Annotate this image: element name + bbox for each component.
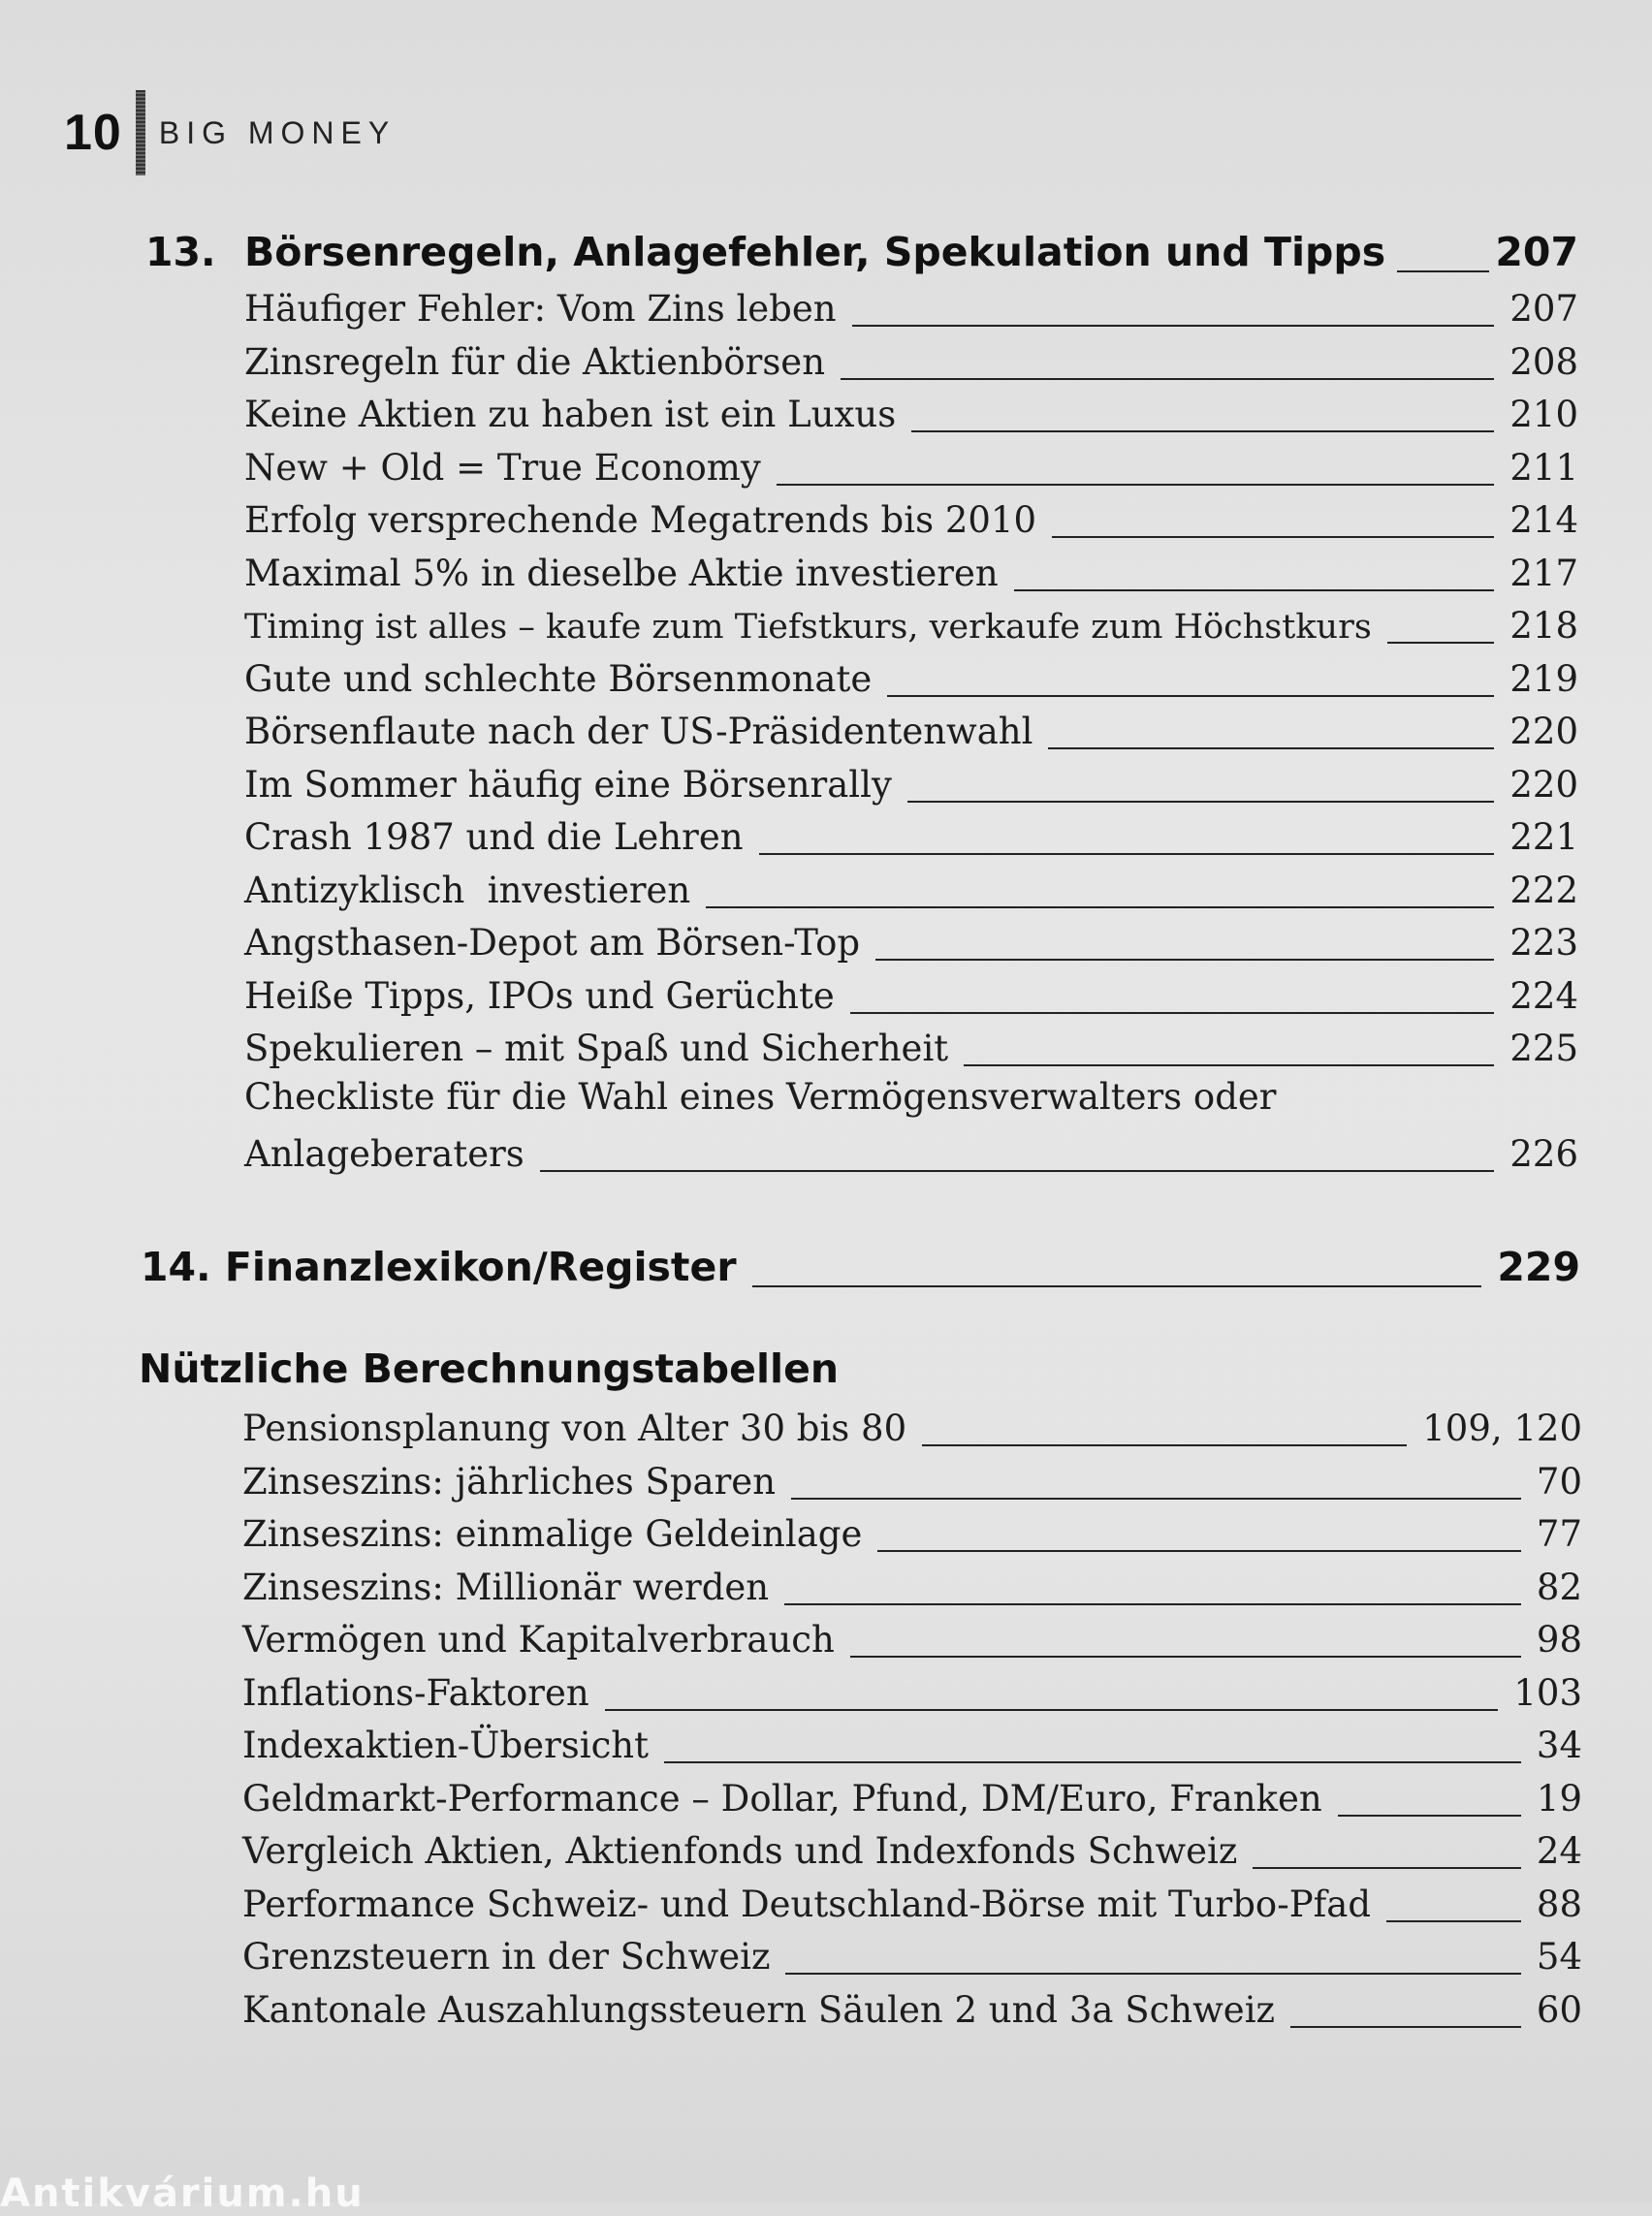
- toc-entry[interactable]: [244, 336, 1578, 383]
- table-entry-title: Geldmarkt-Performance – Dollar, Pfund, DM/Euro, Franken: [242, 1778, 1322, 1820]
- table-entry[interactable]: [242, 1614, 1582, 1661]
- table-entry-page: 54: [1536, 1936, 1582, 1978]
- table-entry[interactable]: [242, 1508, 1582, 1555]
- toc-entry-page: 207: [1509, 288, 1578, 330]
- toc-entry[interactable]: [244, 759, 1578, 806]
- table-entry-title: Indexaktien-Übersicht: [242, 1725, 649, 1766]
- table-entry-page: 109, 120: [1422, 1408, 1582, 1449]
- header-divider: [136, 90, 145, 175]
- chapter-14-heading[interactable]: [141, 1236, 1580, 1290]
- toc-entry-title: Keine Aktien zu haben ist ein Luxus: [244, 394, 897, 435]
- toc-entry-title: New + Old = True Economy: [244, 447, 761, 489]
- toc-entry[interactable]: [244, 548, 1578, 594]
- table-entry-page: 34: [1536, 1725, 1582, 1766]
- leader-line: [1253, 1867, 1521, 1869]
- table-entry[interactable]: [242, 1931, 1582, 1978]
- leader-line: [605, 1709, 1499, 1711]
- table-entry-page: 24: [1536, 1830, 1582, 1872]
- toc-entry-page: 226: [1509, 1133, 1578, 1175]
- leader-line: [784, 1603, 1521, 1605]
- leader-line: [841, 378, 1494, 380]
- table-entry-page: 60: [1536, 1989, 1582, 2031]
- leader-line: [752, 1285, 1482, 1287]
- chapter-13-page: 207: [1495, 229, 1578, 275]
- table-entry[interactable]: [242, 1667, 1582, 1714]
- leader-line: [540, 1170, 1495, 1172]
- toc-entry-title: Crash 1987 und die Lehren: [244, 816, 744, 858]
- toc-entry-page: 211: [1509, 447, 1578, 489]
- table-entry-page: 88: [1536, 1884, 1582, 1925]
- leader-line: [759, 853, 1495, 855]
- leader-line: [850, 1012, 1495, 1014]
- toc-entry-page: 219: [1509, 658, 1578, 700]
- table-entry-title: Performance Schweiz- und Deutschland-Börse mit Turbo-Pfad: [242, 1884, 1372, 1925]
- leader-line: [1387, 642, 1495, 644]
- toc-entry-page: 218: [1509, 605, 1578, 647]
- toc-entry-title: Timing ist alles – kaufe zum Tiefstkurs, verkaufe zum Höchstkurs: [244, 608, 1372, 647]
- table-entry[interactable]: [242, 1984, 1582, 2031]
- table-entry-title: Grenzsteuern in der Schweiz: [242, 1936, 771, 1978]
- leader-line: [1014, 589, 1495, 591]
- leader-line: [964, 1064, 1494, 1066]
- toc-entry[interactable]: [244, 389, 1578, 435]
- leader-line: [877, 1550, 1521, 1552]
- toc-entry[interactable]: [244, 1023, 1578, 1069]
- table-entry-page: 77: [1536, 1513, 1582, 1555]
- table-entry-page: 98: [1536, 1619, 1582, 1661]
- toc-entry[interactable]: [244, 1128, 1578, 1175]
- leader-line: [777, 484, 1495, 486]
- table-entry-page: 103: [1513, 1672, 1582, 1714]
- table-entry[interactable]: [242, 1720, 1582, 1766]
- chapter-14-page: 229: [1497, 1244, 1580, 1290]
- table-entry-page: 70: [1536, 1461, 1582, 1503]
- toc-entry-page: 214: [1509, 499, 1578, 541]
- toc-entry-title-line2: Anlageberaters: [244, 1133, 524, 1175]
- leader-line: [791, 1498, 1521, 1500]
- toc-entry[interactable]: [244, 865, 1578, 911]
- table-entry[interactable]: [242, 1825, 1582, 1872]
- book-title: BIG MONEY: [158, 114, 397, 150]
- running-header: [64, 89, 396, 176]
- table-entry[interactable]: [242, 1403, 1582, 1449]
- toc-entry[interactable]: [244, 706, 1578, 752]
- toc-entry-title: Angsthasen-Depot am Börsen-Top: [244, 922, 861, 964]
- leader-line: [1052, 536, 1494, 538]
- toc-entry-title: Erfolg versprechende Megatrends bis 2010: [244, 499, 1036, 541]
- table-entry-title: Kantonale Auszahlungssteuern Säulen 2 und 3a Schweiz: [242, 1989, 1276, 2031]
- toc-entry-page: 222: [1509, 870, 1578, 911]
- table-entry-title: Inflations-Faktoren: [242, 1672, 589, 1714]
- table-entry[interactable]: [242, 1773, 1582, 1820]
- watermark: Antikvárium.hu: [0, 2171, 365, 2216]
- leader-line: [1048, 747, 1494, 749]
- chapter-14-label: [141, 1244, 737, 1290]
- toc-entry-page: 221: [1509, 816, 1578, 858]
- leader-line: [911, 430, 1494, 432]
- leader-line: [922, 1444, 1407, 1446]
- toc-entry[interactable]: [244, 970, 1578, 1017]
- chapter-13-title: Börsenregeln, Anlagefehler, Spekulation und Tipps: [244, 229, 1386, 275]
- table-entry-title: Zinseszins: jährliches Sparen: [242, 1461, 777, 1503]
- leader-line: [1338, 1815, 1521, 1817]
- leader-line: [1290, 2026, 1521, 2028]
- toc-entry-title: Häufiger Fehler: Vom Zins leben: [244, 288, 837, 330]
- chapter-14-number: 14.: [141, 1244, 211, 1290]
- table-entry[interactable]: [242, 1562, 1582, 1608]
- toc-entry-title: Gute und schlechte Börsenmonate: [244, 658, 873, 700]
- leader-line: [887, 695, 1494, 697]
- table-entry[interactable]: [242, 1879, 1582, 1925]
- table-entry-title: Pensionsplanung von Alter 30 bis 80: [242, 1408, 907, 1449]
- toc-entry-page: 210: [1509, 394, 1578, 435]
- toc-entry[interactable]: [244, 917, 1578, 964]
- toc-entry[interactable]: [244, 653, 1578, 700]
- toc-entry-title: Börsenflaute nach der US-Präsidentenwahl: [244, 711, 1033, 752]
- toc-entry-title: Antizyklisch investieren: [244, 870, 691, 911]
- toc-entry-title: Im Sommer häufig eine Börsenrally: [244, 764, 892, 806]
- table-entry-page: 19: [1536, 1778, 1582, 1820]
- toc-entry-page: 217: [1509, 553, 1578, 594]
- leader-line: [1397, 270, 1489, 272]
- toc-entry-page: 224: [1509, 975, 1578, 1017]
- leader-line: [706, 906, 1494, 908]
- toc-entry[interactable]: [244, 283, 1578, 330]
- chapter-13-label: [145, 229, 1385, 275]
- toc-entry[interactable]: [244, 811, 1578, 858]
- toc-entry-title-line1: Checkliste für die Wahl eines Vermögensverwalters oder: [244, 1076, 1277, 1118]
- table-entry-title: Vermögen und Kapitalverbrauch: [242, 1619, 835, 1661]
- leader-line: [852, 325, 1495, 327]
- toc-entry-page: 220: [1509, 711, 1578, 752]
- toc-entry-page: 220: [1509, 764, 1578, 806]
- toc-entry-title: Heiße Tipps, IPOs und Gerüchte: [244, 975, 835, 1017]
- table-entry-title: Zinseszins: Millionär werden: [242, 1567, 770, 1608]
- leader-line: [664, 1761, 1521, 1763]
- toc-entry-title: Maximal 5% in dieselbe Aktie investieren: [244, 553, 999, 594]
- toc-entry-page: 223: [1509, 922, 1578, 964]
- table-entry[interactable]: [242, 1456, 1582, 1503]
- chapter-13-heading[interactable]: [145, 221, 1578, 275]
- leader-line: [875, 959, 1494, 961]
- toc-entry-page: 208: [1509, 341, 1578, 383]
- toc-entry-title: Zinsregeln für die Aktienbörsen: [244, 341, 826, 383]
- table-entry-title: Zinseszins: einmalige Geldeinlage: [242, 1513, 863, 1555]
- toc-entry-title: Spekulieren – mit Spaß und Sicherheit: [244, 1028, 949, 1069]
- table-entry-page: 82: [1536, 1567, 1582, 1608]
- leader-line: [1386, 1920, 1521, 1922]
- leader-line: [785, 1973, 1520, 1975]
- leader-line: [907, 801, 1495, 803]
- table-entry-title: Vergleich Aktien, Aktienfonds und Indexfonds Schweiz: [242, 1830, 1238, 1872]
- page-number: 10: [64, 105, 122, 161]
- toc-entry-page: 225: [1509, 1028, 1578, 1069]
- toc-entry[interactable]: [244, 600, 1578, 647]
- toc-entry[interactable]: [244, 494, 1578, 541]
- leader-line: [850, 1656, 1521, 1658]
- tables-section-heading: Nützliche Berechnungstabellen: [139, 1345, 840, 1392]
- toc-entry[interactable]: [244, 442, 1578, 489]
- chapter-14-title: Finanzlexikon/Register: [224, 1244, 737, 1290]
- chapter-13-number: 13.: [145, 229, 216, 275]
